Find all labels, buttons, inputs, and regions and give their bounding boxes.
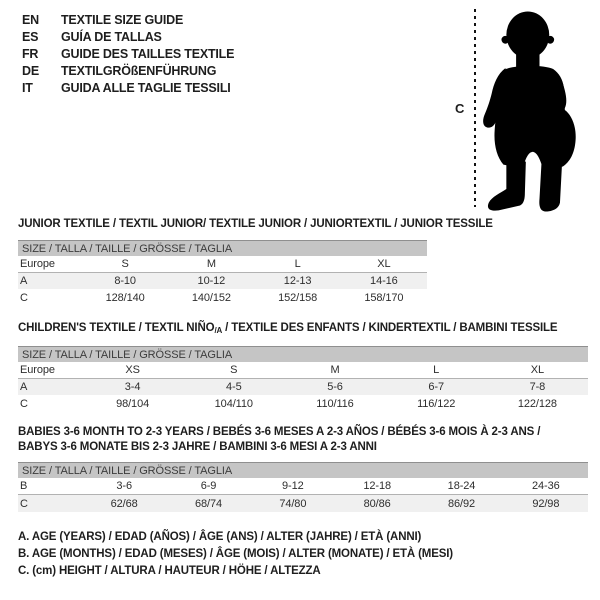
row-label: A: [20, 381, 28, 393]
col-header-europe: Europe: [20, 258, 55, 270]
height-measure-dashed-line: [474, 9, 476, 207]
cell: 86/92: [447, 497, 475, 510]
cell: 7-8: [529, 381, 546, 393]
cell: 158/170: [364, 291, 404, 304]
cell: 68/74: [194, 497, 222, 510]
size-header-bar: [18, 346, 588, 362]
junior-textile-section: [18, 217, 493, 306]
footnote-c: C. (cm) HEIGHT / ALTURA / HAUTEUR / HÖHE / ALTEZZA: [18, 565, 321, 577]
cell: 62/68: [110, 497, 138, 510]
cell: 6-9: [200, 480, 217, 492]
language-label: TEXTILGRÖßENFÜHRUNG: [61, 63, 217, 78]
childrens-textile-section: [18, 321, 588, 412]
language-row-de: [22, 62, 234, 79]
table-row-b: [18, 478, 588, 495]
cell: 98/104: [116, 397, 150, 410]
cell: 18-24: [447, 480, 476, 492]
row-label: C: [20, 397, 28, 410]
size-header-text: SIZE / TALLA / TAILLE / GRÖSSE / TAGLIA: [22, 348, 233, 361]
cell: 116/122: [417, 397, 456, 410]
col-header-s: S: [121, 258, 129, 270]
col-header-l: L: [433, 364, 440, 376]
language-label: GUIDA ALLE TAGLIE TESSILI: [61, 80, 231, 95]
cell: 12-18: [363, 480, 391, 492]
cell: 24-36: [532, 480, 560, 492]
size-header-bar: [18, 240, 427, 256]
babies-textile-section: [18, 425, 588, 512]
cell: 9-12: [282, 480, 304, 492]
cell: 122/128: [517, 397, 557, 410]
row-label: C: [20, 291, 28, 304]
cell: 12-13: [283, 275, 312, 287]
col-header-xs: XS: [125, 364, 140, 376]
height-measure-label: C: [455, 101, 465, 116]
col-header-xl: XL: [377, 258, 391, 270]
language-code: ES: [22, 29, 39, 44]
row-label: A: [20, 275, 28, 287]
table-row-a: [18, 273, 427, 289]
col-header-m: M: [206, 258, 216, 270]
language-row-it: [22, 79, 234, 96]
language-code: FR: [22, 46, 39, 61]
language-code: EN: [22, 12, 39, 27]
table-row-c: [18, 289, 427, 306]
babies-table-title-line1: BABIES 3-6 MONTH TO 2-3 YEARS / BEBÉS 3-6 MESES A 2-3 AÑOS / BÉBÉS 3-6 MOIS À 2-3 ANS /: [18, 426, 541, 438]
language-row-es: [22, 28, 234, 45]
language-code: DE: [22, 63, 39, 78]
row-label: C: [20, 497, 28, 510]
cell: 74/80: [279, 497, 307, 510]
cell: 128/140: [105, 291, 145, 304]
language-label: GUIDE DES TAILLES TEXTILE: [61, 46, 235, 61]
cell: 92/98: [532, 497, 560, 510]
footnote-a: A. AGE (YEARS) / EDAD (AÑOS) / ÂGE (ANS) / ALTER (JAHRE) / ETÀ (ANNI): [18, 531, 422, 543]
cell: 3-4: [124, 381, 141, 393]
language-row-fr: [22, 45, 234, 62]
size-header-bar: [18, 462, 588, 478]
language-row-en: [22, 11, 234, 28]
cell: 152/158: [278, 291, 318, 304]
cell: 104/110: [214, 397, 253, 410]
table-row-a: [18, 379, 588, 395]
language-label: GUÍA DE TALLAS: [61, 29, 162, 44]
cell: 10-12: [197, 275, 226, 287]
size-header-text: SIZE / TALLA / TAILLE / GRÖSSE / TAGLIA: [22, 242, 233, 255]
col-header-m: M: [330, 364, 340, 376]
language-code: IT: [22, 80, 33, 95]
babies-table-title-line2: BABYS 3-6 MONATE BIS 2-3 JAHRE / BAMBINI 3-6 MESI A 2-3 ANNI: [18, 441, 377, 453]
cell: 8-10: [114, 275, 136, 287]
title-subscript: /A: [214, 326, 223, 335]
column-header-row: [18, 256, 427, 273]
junior-table-title: JUNIOR TEXTILE / TEXTIL JUNIOR/ TEXTILE JUNIOR / JUNIORTEXTIL / JUNIOR TESSILE: [18, 218, 493, 230]
cell: 5-6: [327, 381, 343, 393]
cell: 6-7: [428, 381, 444, 393]
col-header-l: L: [294, 258, 301, 270]
col-header-xl: XL: [530, 364, 545, 376]
footnote-b: B. AGE (MONTHS) / EDAD (MESES) / ÂGE (MOIS) / ALTER (MONATE) / ETÀ (MESI): [18, 548, 453, 560]
table-row-c: [18, 495, 588, 512]
title-part: / TEXTILE DES ENFANTS / KINDERTEXTIL / BAMBINI TESSILE: [222, 322, 558, 334]
cell: 4-5: [225, 381, 242, 393]
table-row-c: [18, 395, 588, 412]
footnotes: [18, 529, 453, 580]
column-header-row: [18, 362, 588, 379]
cell: 140/152: [191, 291, 231, 304]
cell: 110/116: [316, 397, 354, 410]
title-part: CHILDREN'S TEXTILE / TEXTIL NIÑO: [18, 322, 215, 334]
childrens-table-title: [18, 321, 588, 338]
col-header-s: S: [230, 364, 238, 376]
row-label: B: [20, 480, 28, 492]
language-label: TEXTILE SIZE GUIDE: [61, 12, 184, 27]
cell: 80/86: [363, 497, 391, 510]
baby-silhouette: [481, 5, 598, 215]
language-list: [22, 11, 234, 96]
col-header-europe: Europe: [20, 364, 55, 376]
cell: 14-16: [370, 275, 398, 287]
size-header-text: SIZE / TALLA / TAILLE / GRÖSSE / TAGLIA: [22, 464, 233, 477]
cell: 3-6: [116, 480, 132, 492]
